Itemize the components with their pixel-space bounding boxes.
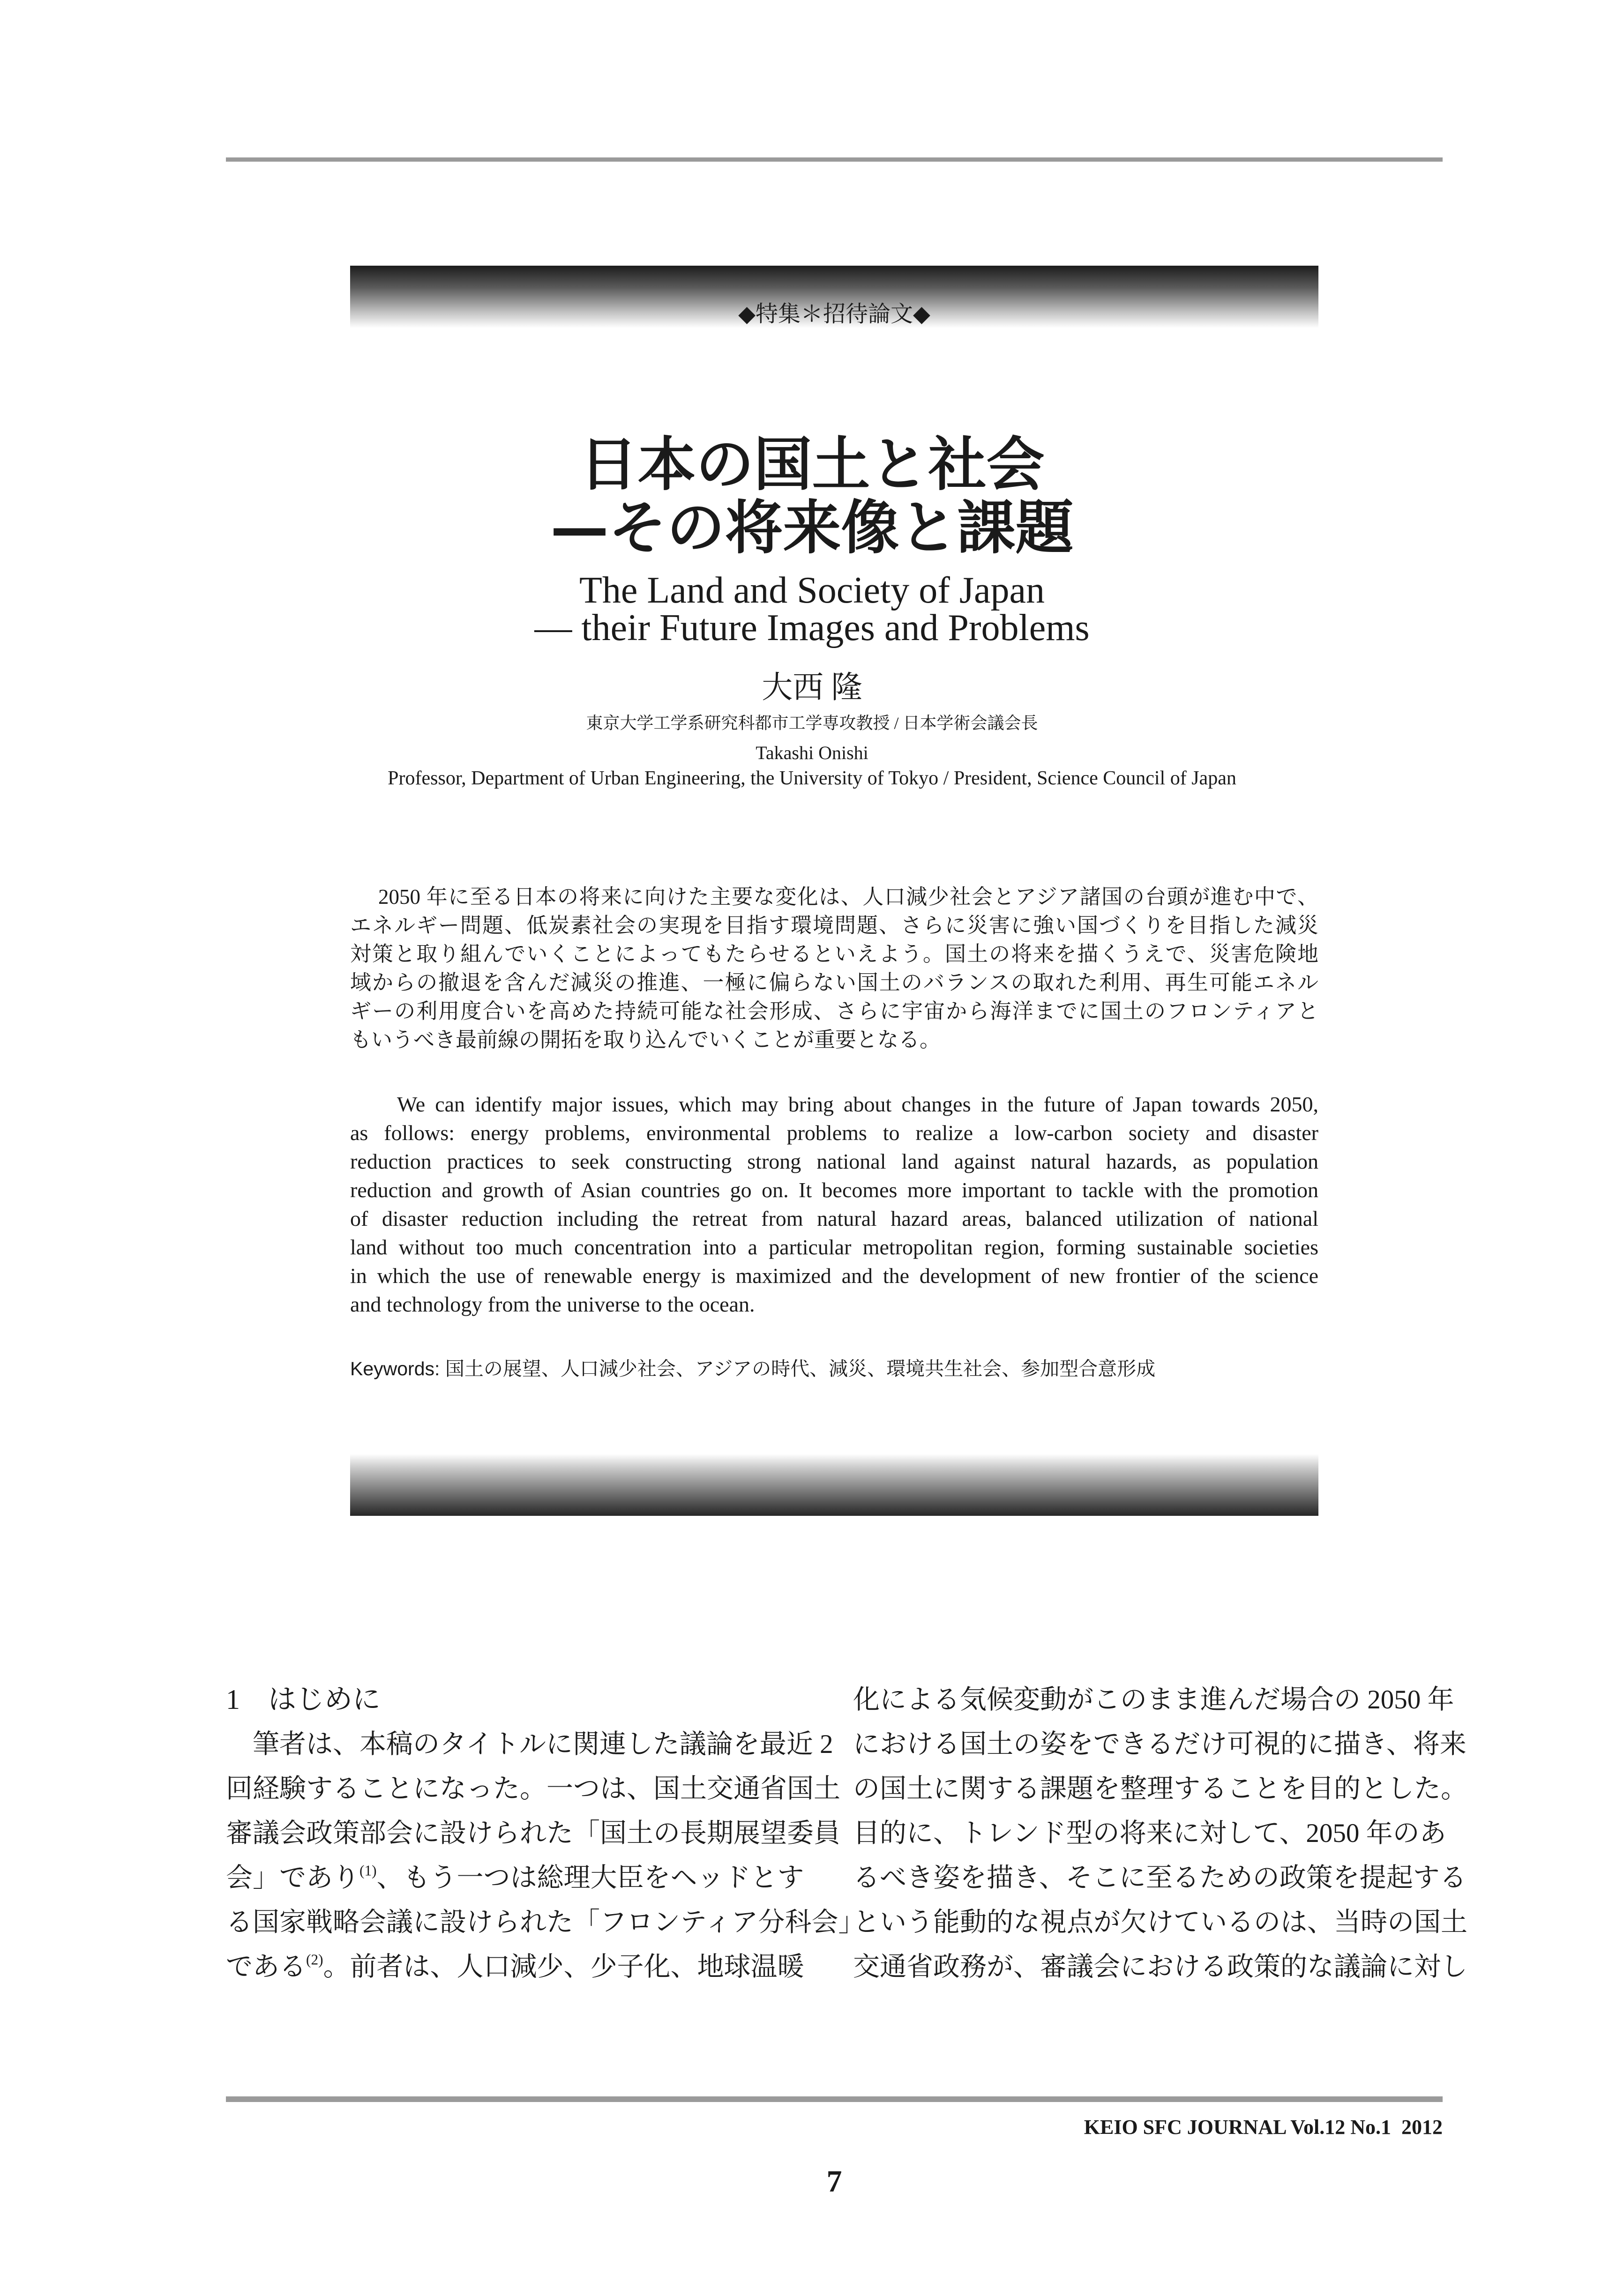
body-line — [226, 1856, 804, 1900]
abstract-jp-line: もいうべき最前線の開拓を取り込んでいくことが重要となる。 — [350, 1028, 941, 1051]
body-text: 、もう一つは総理大臣をヘッドとす — [376, 1863, 804, 1893]
title-en-line1: The Land and Society of Japan — [579, 570, 1045, 611]
abstract-en-line: and technology from the universe to the ocean. — [350, 1292, 755, 1316]
body-text: である — [226, 1952, 306, 1982]
body-line: という能動的な視点が欠けているのは、当時の国土 — [853, 1908, 1467, 1937]
keywords-label: Keywords: — [350, 1358, 440, 1379]
title-jp-line1: 日本の国土と社会 — [579, 431, 1045, 499]
body-line — [226, 1945, 804, 1989]
body-text: 。前者は、人口減少、少子化、地球温暖 — [323, 1952, 804, 1982]
abstract-jp-line: 対策と取り組んでいくことによってもたらせるといえよう。国土の将来を描くうえで、災害危険地 — [350, 942, 1318, 966]
body-line: における国土の姿をできるだけ可視的に描き、将来 — [853, 1729, 1467, 1759]
body-line: るべき姿を描き、そこに至るための政策を提起する — [853, 1863, 1467, 1893]
section-heading: 1 はじめに — [226, 1684, 381, 1715]
author-name-jp: 大西 隆 — [762, 671, 862, 705]
body-text: 会」であり — [226, 1863, 359, 1893]
abstract-en-line: as follows: energy problems, environmental problems to realize a low-carbon society and disaster — [350, 1121, 1318, 1145]
abstract-en-line: of disaster reduction including the retreat from natural hazard areas, balanced utilization of national — [350, 1207, 1318, 1230]
body-right-column — [853, 1677, 1467, 1989]
abstract-en-line: reduction practices to seek constructing strong national land against natural hazards, as population — [350, 1149, 1318, 1173]
body-line: 筆者は、本稿のタイトルに関連した議論を最近 2 — [253, 1729, 833, 1759]
title-jp-line2: —その将来像と課題 — [550, 494, 1074, 562]
page-number: 7 — [826, 2164, 842, 2199]
body-line: 回経験することになった。一つは、国土交通省国土 — [226, 1774, 840, 1804]
abstract-jp — [350, 883, 1318, 1054]
body-left-column — [226, 1677, 865, 1989]
footnote-ref-1[interactable]: (1) — [359, 1862, 377, 1879]
abstract-jp-line: エネルギー問題、低炭素社会の実現を目指す環境問題、さらに災害に強い国づくりを目指した減災 — [350, 914, 1318, 937]
body-line: 審議会政策部会に設けられた「国土の長期展望委員 — [226, 1819, 840, 1848]
top-rule — [226, 157, 1443, 162]
body-line: 交通省政務が、審議会における政策的な議論に対し — [853, 1952, 1467, 1982]
abstract-jp-line: ギーの利用度合いを高めた持続可能な社会形成、さらに宇宙から海洋までに国土のフロンティアと — [350, 999, 1318, 1023]
abstract-en-line: in which the use of renewable energy is maximized and the development of new frontier of the science — [350, 1264, 1318, 1288]
abstract-en-line: reduction and growth of Asian countries go on. It becomes more important to tackle with the promotion — [350, 1178, 1318, 1202]
author-affiliation-jp: 東京大学工学系研究科都市工学専攻教授 / 日本学術会議会長 — [586, 714, 1038, 732]
footnote-ref-2[interactable]: (2) — [306, 1951, 323, 1968]
abstract-en — [350, 1090, 1318, 1319]
body-line: の国土に関する課題を整理することを目的とした。 — [853, 1774, 1467, 1804]
abstract-jp-line: 域からの撤退を含んだ減災の推進、一極に偏らない国土のバランスの取れた利用、再生可能エネル — [350, 971, 1318, 994]
body-line: 目的に、トレンド型の将来に対して、2050 年のあ — [853, 1819, 1446, 1848]
body-line: 化による気候変動がこのまま進んだ場合の 2050 年 — [853, 1685, 1454, 1715]
keywords-value: 国土の展望、人口減少社会、アジアの時代、減災、環境共生社会、参加型合意形成 — [445, 1358, 1156, 1379]
author-affiliation-en: Professor, Department of Urban Engineering, the University of Tokyo / President, Science Council of Japan — [388, 768, 1236, 789]
series-label: ◆特集＊招待論文◆ — [738, 301, 930, 327]
abstract-jp-line: 2050 年に至る日本の将来に向けた主要な変化は、人口減少社会とアジア諸国の台頭が進む中で、 — [378, 885, 1318, 909]
author-name-en: Takashi Onishi — [756, 742, 868, 763]
keywords — [350, 1353, 1155, 1381]
footer-rule — [226, 2096, 1443, 2102]
abstract-en-line: land without too much concentration into a particular metropolitan region, forming sustainable societies — [350, 1235, 1318, 1259]
footer-band — [350, 1454, 1318, 1516]
journal-citation: KEIO SFC JOURNAL Vol.12 No.1 2012 — [1084, 2116, 1443, 2139]
title-en-line2: — their Future Images and Problems — [534, 607, 1090, 649]
body-line: る国家戦略会議に設けられた「フロンティア分科会」 — [226, 1908, 865, 1937]
abstract-en-line: We can identify major issues, which may bring about changes in the future of Japan towards 2050, — [397, 1092, 1318, 1116]
